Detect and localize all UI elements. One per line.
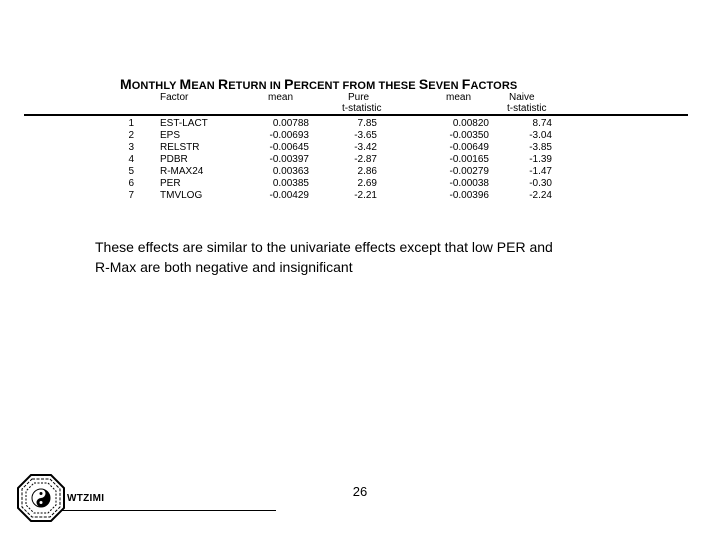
cell-mean2: -0.00279 [449,166,489,177]
cell-mean2: -0.00396 [449,190,489,201]
cell-mean1: -0.00429 [269,190,309,201]
cell-mean1: 0.00788 [272,118,309,129]
cell-idx: 2 [128,130,134,141]
header-pure-tstat: t-statistic [342,103,382,114]
header-naive: Naive [509,92,535,103]
cell-mean1: 0.00385 [272,178,309,189]
cell-mean1: 0.00363 [272,166,309,177]
cell-pure-t: -3.65 [354,130,377,141]
octagon-logo-icon [17,474,65,522]
header-naive-tstat: t-statistic [507,103,547,114]
title-seg: EVEN [428,80,462,92]
body-text-line: R-Max are both negative and insignificant [95,259,353,275]
cell-pure-t: 2.69 [357,178,377,189]
cell-factor: EPS [160,130,181,141]
cell-idx: 7 [128,190,134,201]
header-mean-naive: mean [446,92,472,103]
cell-factor: PER [160,178,181,189]
header-pure: Pure [348,92,370,103]
title-seg: ERCENT FROM THESE [293,80,419,92]
title-cap: M [179,76,192,92]
cell-naive-t: 8.74 [532,118,552,129]
title-cap: F [461,76,471,92]
cell-factor: EST-LACT [160,118,208,129]
cell-mean2: -0.00165 [449,154,489,165]
cell-naive-t: -3.04 [529,130,552,141]
cell-naive-t: -1.47 [529,166,552,177]
cell-factor: PDBR [160,154,188,165]
footer-rule [62,510,276,511]
cell-idx: 1 [128,118,134,129]
cell-pure-t: -3.42 [354,142,377,153]
cell-mean2: -0.00350 [449,130,489,141]
cell-pure-t: -2.21 [354,190,377,201]
cell-factor: TMVLOG [160,190,203,201]
cell-idx: 4 [128,154,134,165]
cell-mean2: -0.00038 [449,178,489,189]
title-cap: M [120,76,132,92]
cell-idx: 5 [128,166,134,177]
title-cap: R [218,76,229,92]
cell-pure-t: -2.87 [354,154,377,165]
header-factor: Factor [160,92,189,103]
cell-mean1: -0.00693 [269,130,309,141]
slide-title [120,76,640,92]
page-number: 26 [352,484,368,499]
body-text-line: These effects are similar to the univariate effects except that low PER and [95,239,553,255]
title-cap: S [418,76,429,92]
cell-idx: 6 [128,178,134,189]
title-seg: EAN [191,80,218,92]
title-seg: ETURN IN [228,80,285,92]
body-text [95,237,655,277]
title-seg: ACTORS [470,80,518,92]
cell-mean2: 0.00820 [452,118,489,129]
cell-naive-t: -1.39 [529,154,552,165]
cell-mean2: -0.00649 [449,142,489,153]
cell-pure-t: 2.86 [357,166,377,177]
cell-naive-t: -3.85 [529,142,552,153]
cell-naive-t: -2.24 [529,190,552,201]
cell-naive-t: -0.30 [529,178,552,189]
logo-wordmark: WTZIMI [67,493,105,504]
header-mean-pure: mean [268,92,294,103]
cell-factor: R-MAX24 [160,166,204,177]
title-cap: P [284,76,294,92]
cell-mean1: -0.00645 [269,142,309,153]
cell-idx: 3 [128,142,134,153]
title-seg: ONTHLY [131,80,180,92]
cell-pure-t: 7.85 [357,118,377,129]
cell-factor: RELSTR [160,142,200,153]
cell-mean1: -0.00397 [269,154,309,165]
header-rule [24,114,688,116]
